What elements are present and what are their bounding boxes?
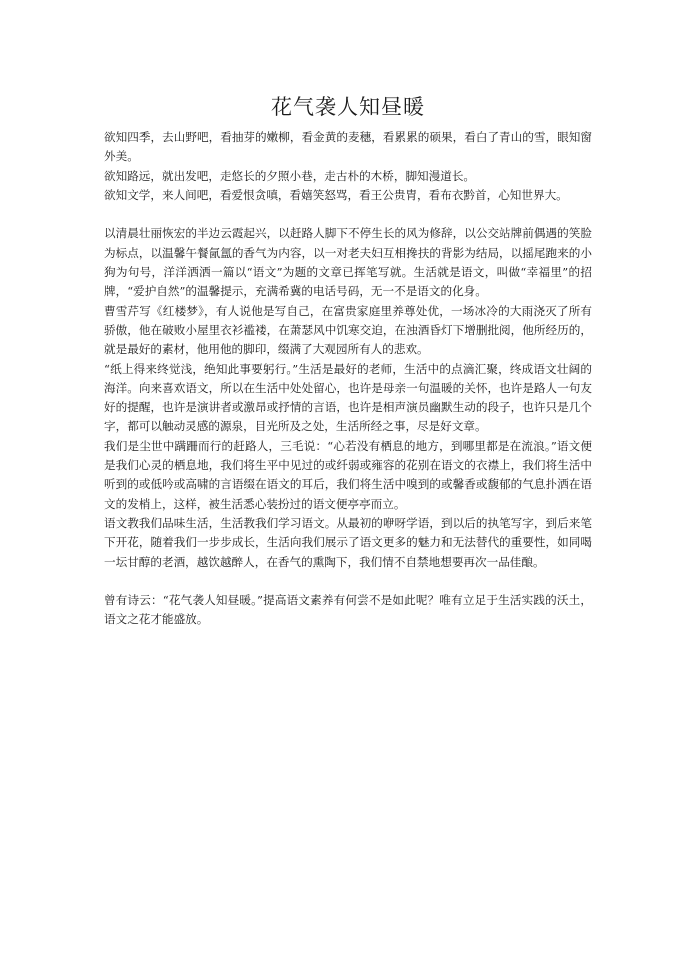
paragraph-spacer <box>104 205 592 224</box>
paragraph-road: 欲知路远，就出发吧，走悠长的夕照小巷，走古朴的木桥，脚知漫道长。 <box>104 168 476 183</box>
document-page <box>104 92 592 630</box>
document-title: 花气袭人知昼暖 <box>271 95 425 119</box>
paragraph-taste-life: 语文教我们品味生活，生活教我们学习语文。从最初的咿呀学语，到以后的执笔写字，到后来笔下开花，随着我们一步步成长，生活向我们展示了语文更多的魅力和无法替代的重要性，如同喝一坛甘醇的老酒，越饮越醉人，在香气的熏陶下，我们情不自禁地想要再次一品佳酿。 <box>104 515 592 569</box>
paragraph-practice: “纸上得来终觉浅，绝知此事要躬行。”生活是最好的老师，生活中的点滴汇聚，终成语文壮阔的海洋。向来喜欢语文，所以在生活中处处留心，也许是母亲一句温暖的关怀，也许是路人一句友好的提醒，也许是演讲者或激昂或抒情的言语，也许是相声演员幽默生动的段子，也许只是几个字，都可以触动灵感的源泉，目光所及之处，生活所经之事，尽是好文章。 <box>104 361 592 434</box>
paragraph-spacer <box>104 572 592 591</box>
paragraph-literature: 欲知文学，来人间吧，看爱恨贪嗔，看嬉笑怒骂，看王公贵胄，看布衣黔首，心知世界大。 <box>104 187 568 202</box>
paragraph-cao-xueqin: 曹雪芹写《红楼梦》，有人说他是写自己，在富贵家庭里养尊处优，一场冰冷的大雨浇灭了所有骄傲，他在破败小屋里衣衫褴褛，在萧瑟风中饥寒交迫，在浊酒昏灯下增删批阅，他所经历的，就是最好的素材，他用他的脚印，缀满了大观园所有人的悲欢。 <box>104 303 592 357</box>
paragraph-conclusion: 曾有诗云：“花气袭人知昼暖。”提高语文素养有何尝不是如此呢？唯有立足于生活实践的沃土，语文之花才能盛放。 <box>104 593 592 627</box>
paragraph-life-is-chinese: 以清晨壮丽恢宏的半边云霞起兴，以赶路人脚下不停生长的风为修辞，以公交站牌前偶遇的笑脸为标点，以温馨午餐氤氲的香气为内容，以一对老夫妇互相搀扶的背影为结局，以摇尾跑来的小狗为句号，洋洋洒洒一篇以“语文”为题的文章已挥笔写就。生活就是语文，叫做“幸福里”的招牌，“爱护自然”的温馨提示，充满希冀的电话号码，无一不是语文的化身。 <box>104 226 592 299</box>
paragraph-travelers: 我们是尘世中蹒跚而行的赶路人，三毛说：“心若没有栖息的地方，到哪里都是在流浪。”语文便是我们心灵的栖息地，我们将生平中见过的或纤弱或雍容的花别在语文的衣襟上，我们将生活中听到的或低吟或高啸的言语缀在语文的耳后，我们将生活中嗅到的或馨香或馥郁的气息扑洒在语文的发梢上，这样，被生活悉心装扮过的语文便亭亭而立。 <box>104 438 592 511</box>
paragraph-seasons: 欲知四季，去山野吧，看抽芽的嫩柳，看金黄的麦穗，看累累的硕果，看白了青山的雪，眼知窗外美。 <box>104 130 592 164</box>
